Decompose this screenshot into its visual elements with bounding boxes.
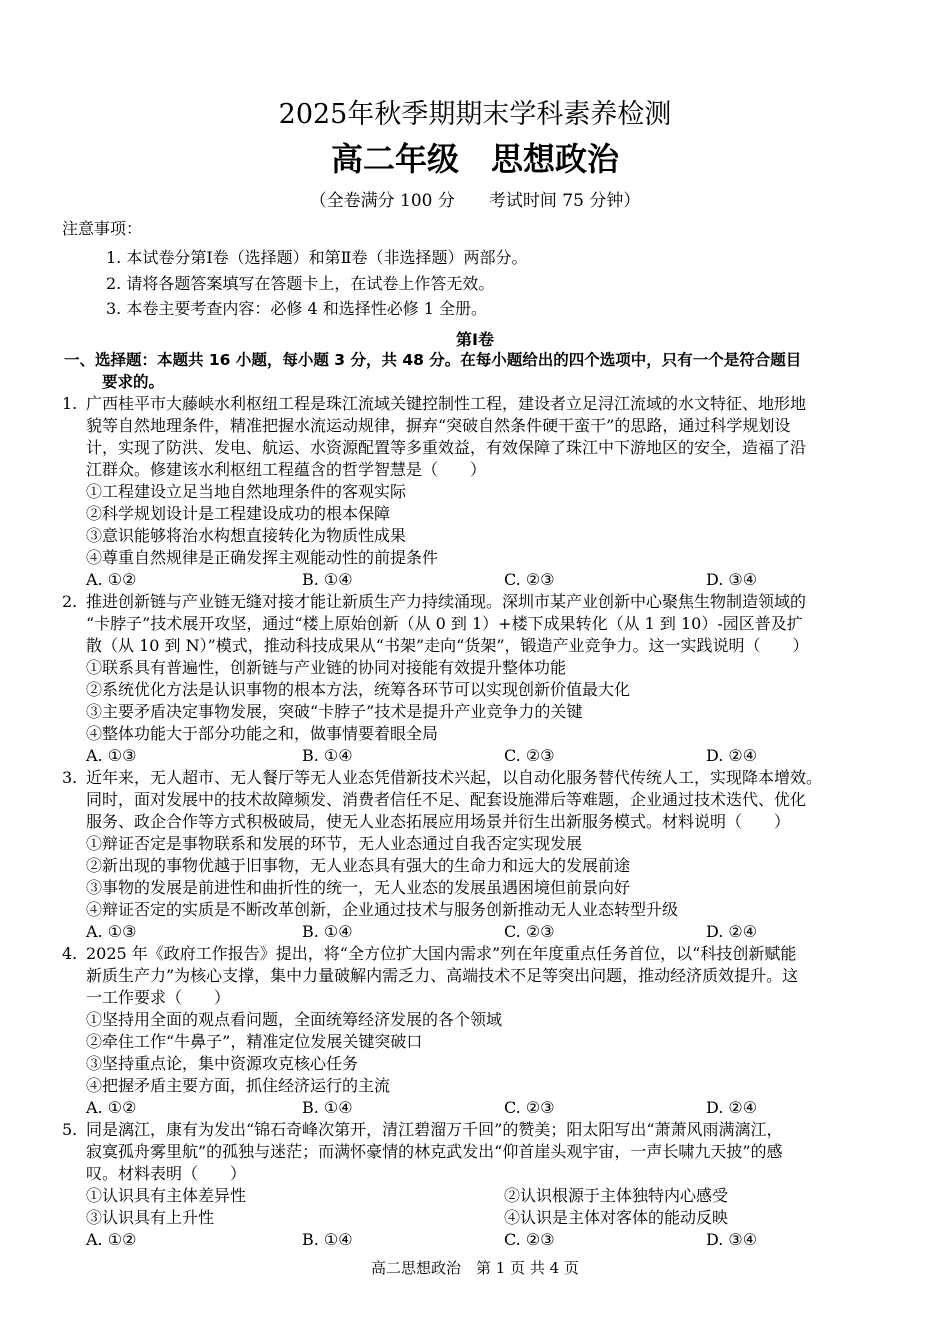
- question-stem: 广西桂平市大藤峡水利枢纽工程是珠江流域关键控制性工程，建设者立足浔江流域的水文特征、地形地: [86, 394, 807, 413]
- question-stem: 貌等自然地理条件，精准把握水流运动规律，摒弃“突破自然条件硬干蛮干”的思路，通过科学规划设: [86, 416, 791, 435]
- option-d: D. ②④: [706, 922, 758, 941]
- option-b: B. ①④: [302, 746, 353, 765]
- option-d: D. ③④: [706, 570, 758, 589]
- option-a: A. ①③: [86, 746, 137, 765]
- option-d: D. ②④: [706, 746, 758, 765]
- notice-item: 1. 本试卷分第Ⅰ卷（选择题）和第Ⅱ卷（非选择题）两部分。: [106, 248, 528, 267]
- notice-label: 注意事项：: [62, 219, 143, 238]
- notice-item: 3. 本卷主要考查内容：必修 4 和选择性必修 1 全册。: [106, 299, 488, 318]
- question-stem: 寂寞孤舟雾里航”的孤独与迷茫；而满怀豪情的林克武发出“仰首崖头观宇宙，一声长啸九天披”的感: [86, 1142, 783, 1161]
- section-heading-cont: 要求的。: [102, 373, 165, 391]
- option-b: B. ①④: [302, 922, 353, 941]
- statement-item: ②认识根源于主体独特内心感受: [504, 1186, 729, 1205]
- statement-item: ④尊重自然规律是正确发挥主观能动性的前提条件: [86, 548, 439, 567]
- option-a: A. ①②: [86, 570, 137, 589]
- statement-item: ②牵住工作“牛鼻子”，精准定位发展关键突破口: [86, 1032, 423, 1051]
- exam-subject: 高二年级 思想政治: [330, 140, 619, 178]
- option-b: B. ①④: [302, 1230, 353, 1249]
- option-c: C. ②③: [504, 746, 555, 765]
- statement-item: ④整体功能大于部分功能之和，做事情要着眼全局: [86, 724, 439, 743]
- question-stem: 2025 年《政府工作报告》提出，将“全方位扩大国内需求”列在年度重点任务首位，以“科技创新赋能: [86, 944, 797, 963]
- question-stem: 叹。材料表明（ ）: [86, 1164, 247, 1183]
- option-b: B. ①④: [302, 570, 353, 589]
- section-heading: 一、选择题：本题共 16 小题，每小题 3 分，共 48 分。在每小题给出的四个选项中，只有一个是符合题目: [64, 351, 802, 369]
- statement-item: ④把握矛盾主要方面，抓住经济运行的主流: [86, 1076, 391, 1095]
- question-stem: 新质生产力”为核心支撑，集中力量破解内需乏力、高端技术不足等突出问题，推动经济质效提升。这: [86, 966, 799, 985]
- statement-item: ④认识是主体对客体的能动反映: [504, 1208, 729, 1227]
- statement-item: ②科学规划设计是工程建设成功的根本保障: [86, 504, 391, 523]
- option-c: C. ②③: [504, 570, 555, 589]
- question-stem: 一工作要求（ ）: [86, 988, 231, 1007]
- statement-item: ③认识具有上升性: [86, 1208, 215, 1227]
- question-stem: 同时，面对发展中的技术故障频发、消费者信任不足、配套设施滞后等难题，企业通过技术迭代、优化: [86, 790, 807, 809]
- statement-item: ③事物的发展是前进性和曲折性的统一，无人业态的发展虽遇困境但前景向好: [86, 878, 631, 897]
- question-number: 3.: [62, 768, 78, 787]
- question-stem: 计，实现了防洪、发电、航运、水资源配置等多重效益，有效保障了珠江中下游地区的安全，造福了沿: [86, 438, 807, 457]
- question-number: 5.: [62, 1120, 78, 1139]
- option-a: A. ①③: [86, 922, 137, 941]
- question-number: 1.: [62, 394, 78, 413]
- statement-item: ④辩证否定的实质是不断改革创新，企业通过技术与服务创新推动无人业态转型升级: [86, 900, 679, 919]
- statement-item: ③主要矛盾决定事物发展，突破“卡脖子”技术是提升产业竞争力的关键: [86, 702, 583, 721]
- question-stem: “卡脖子”技术展开攻坚，通过“楼上原始创新（从 0 到 1）+楼下成果转化（从 1 到 10）-园区普及扩: [86, 614, 803, 633]
- statement-item: ①认识具有主体差异性: [86, 1186, 247, 1205]
- option-a: A. ①②: [86, 1230, 137, 1249]
- option-b: B. ①④: [302, 1098, 353, 1117]
- option-a: A. ①②: [86, 1098, 137, 1117]
- statement-item: ③意识能够将治水构想直接转化为物质性成果: [86, 526, 407, 545]
- statement-item: ②系统优化方法是认识事物的根本方法，统筹各环节可以实现创新价值最大化: [86, 680, 631, 699]
- statement-item: ①联系具有普遍性，创新链与产业链的协同对接能有效提升整体功能: [86, 658, 567, 677]
- page-footer: 高二思想政治 第 1 页 共 4 页: [371, 1259, 579, 1277]
- question-stem: 服务、政企合作等方式积极破局，使无人业态拓展应用场景并衍生出新服务模式。材料说明（ ）: [86, 812, 791, 831]
- option-d: D. ③④: [706, 1230, 758, 1249]
- question-stem: 推进创新链与产业链无缝对接才能让新质生产力持续涌现。深圳市某产业创新中心聚焦生物制造领域的: [86, 592, 807, 611]
- exam-info: （全卷满分 100 分 考试时间 75 分钟）: [309, 191, 641, 211]
- question-number: 2.: [62, 592, 78, 611]
- notice-item: 2. 请将各题答案填写在答题卡上，在试卷上作答无效。: [106, 274, 495, 293]
- statement-item: ①工程建设立足当地自然地理条件的客观实际: [86, 482, 407, 501]
- statement-item: ②新出现的事物优越于旧事物，无人业态具有强大的生命力和远大的发展前途: [86, 856, 631, 875]
- option-c: C. ②③: [504, 1098, 555, 1117]
- question-stem: 同是漓江，康有为发出“锦石奇峰次第开，清江碧溜万千回”的赞美；阳太阳写出“萧萧风雨满漓江，: [86, 1120, 783, 1139]
- option-d: D. ②④: [706, 1098, 758, 1117]
- volume-heading: 第Ⅰ卷: [456, 330, 494, 349]
- option-c: C. ②③: [504, 1230, 555, 1249]
- question-number: 4.: [62, 944, 78, 963]
- question-stem: 近年来，无人超市、无人餐厅等无人业态凭借新技术兴起，以自动化服务替代传统人工，实现降本增效。: [86, 768, 823, 787]
- exam-title: 2025年秋季期期末学科素养检测: [278, 99, 672, 130]
- option-c: C. ②③: [504, 922, 555, 941]
- question-stem: 江群众。修建该水利枢纽工程蕴含的哲学智慧是（ ）: [86, 460, 487, 479]
- statement-item: ①辩证否定是事物联系和发展的环节，无人业态通过自我否定实现发展: [86, 834, 583, 853]
- statement-item: ①坚持用全面的观点看问题，全面统筹经济发展的各个领域: [86, 1010, 503, 1029]
- statement-item: ③坚持重点论，集中资源攻克核心任务: [86, 1054, 359, 1073]
- question-stem: 散（从 10 到 N）”模式，推动科技成果从“书架”走向“货架”，锻造产业竞争力。这一实践说明（ ）: [86, 636, 809, 655]
